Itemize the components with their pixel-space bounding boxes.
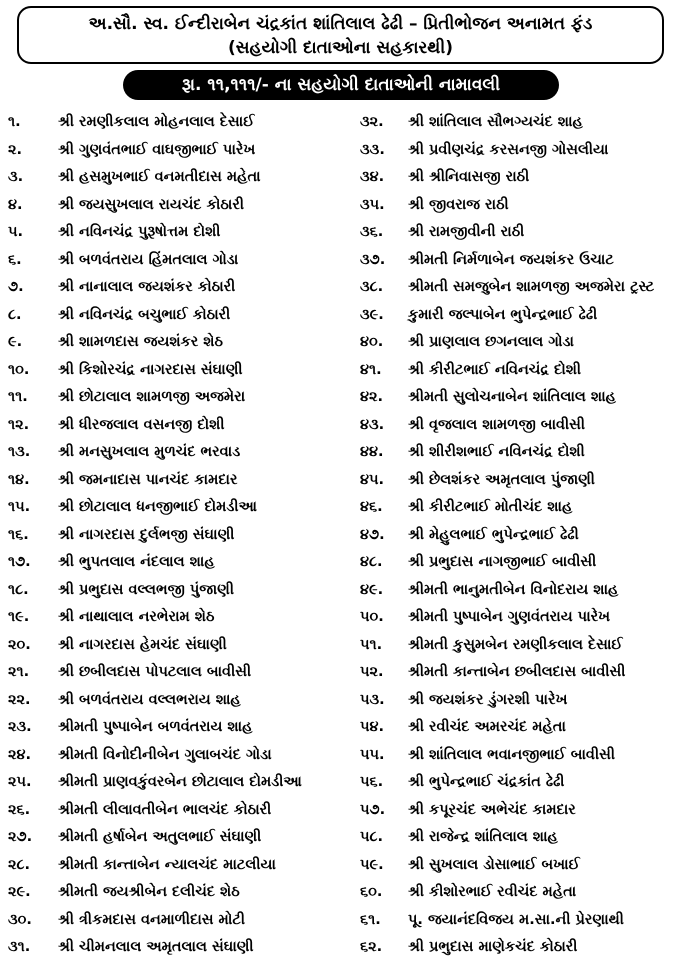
donor-row — [0, 219, 340, 247]
donor-row — [0, 412, 340, 440]
donor-number: ૪૧. — [360, 361, 382, 378]
donor-number: ૧. — [8, 114, 21, 130]
donor-row — [0, 109, 340, 137]
donor-name: શ્રી પ્રભુદાસ વલ્લભજી પુંજાણી — [58, 581, 234, 598]
donor-name: શ્રીમતી હર્ષાબેન અતુલભાઈ સંઘાણી — [58, 829, 262, 845]
donor-number: ૨૯. — [8, 884, 31, 900]
donor-row — [340, 357, 681, 385]
donor-row — [0, 494, 340, 522]
donor-row — [340, 412, 681, 440]
donor-name: શ્રી પ્રભુદાસ માણેકચંદ કોઠારી — [408, 939, 578, 955]
donor-number: ૩૩. — [360, 141, 385, 158]
donor-row — [340, 797, 681, 825]
donor-list-left — [0, 109, 340, 962]
donor-number: ૩૮. — [360, 279, 384, 295]
donor-name: શ્રીમતી પુષ્પાબેન ગુણવંતરાય પારેખ — [408, 609, 611, 625]
donor-number: ૨. — [8, 141, 23, 158]
donor-number: ૧૪. — [8, 471, 30, 488]
donor-name: શ્રી પ્રભુદાસ નાગજીભાઈ બાવીસી — [408, 554, 597, 570]
title-box — [17, 6, 664, 64]
donor-row — [340, 687, 681, 715]
donor-name: શ્રી વૃજલાલ શામળજી બાવીસી — [408, 416, 586, 433]
donor-name: શ્રી નાનાલાલ જયશંકર કોઠારી — [58, 279, 236, 295]
donor-number: ૪૪. — [360, 444, 384, 460]
donor-number: ૨૭. — [8, 829, 33, 845]
donor-number: ૩. — [8, 169, 24, 185]
donor-number: ૪૨. — [360, 389, 384, 405]
donor-name: શ્રી શાંતિલાલ સૌભગ્યચંદ શાહ — [408, 114, 583, 130]
donor-name: શ્રી જમનાદાસ પાનચંદ કામદાર — [58, 471, 238, 488]
donor-number: ૩૨. — [360, 114, 384, 130]
donor-row — [340, 577, 681, 605]
donor-name: શ્રીમતી લીલાવતીબેન ભાલચંદ કોઠારી — [58, 801, 272, 818]
donor-number: ૧૬. — [8, 526, 29, 543]
donor-number: ૨૬. — [8, 801, 31, 818]
donor-row — [0, 439, 340, 467]
donor-number: ૪૦. — [360, 334, 384, 350]
donor-number: ૩૬. — [360, 224, 384, 240]
donor-name: શ્રીમતી સમજુબેન શામળજી અજમેરા ટ્રસ્ટ — [408, 279, 655, 295]
donor-row — [340, 907, 681, 935]
donor-row — [0, 522, 340, 550]
donor-row — [340, 109, 681, 137]
donor-row — [0, 659, 340, 687]
donor-number: ૬. — [8, 251, 22, 268]
donor-number: ૩૫. — [360, 196, 385, 213]
donor-number: ૪૫. — [360, 471, 385, 488]
donor-row — [340, 549, 681, 577]
donor-row — [0, 769, 340, 797]
donor-name: શ્રી રવીચંદ અમરચંદ મહેતા — [408, 719, 566, 735]
page-subtitle: (સહયોગી દાતાઓના સહકારથી) — [228, 38, 453, 58]
donor-name: શ્રી રામજીવીની રાઠી — [408, 224, 525, 240]
donor-name: શ્રી મનસુખલાલ મુળચંદ ભરવાડ — [58, 444, 241, 460]
donor-number: ૫૭. — [360, 801, 386, 818]
donor-row — [0, 907, 340, 935]
donor-name: શ્રીમતી કાન્તાબેન ન્યાલચંદ માટલીયા — [58, 856, 276, 873]
donor-row — [340, 522, 681, 550]
donor-number: ૧૯. — [8, 609, 30, 625]
donor-number: ૩૪. — [360, 169, 385, 185]
donor-number: ૩૧. — [8, 939, 31, 955]
donor-name: શ્રી પ્રાણલાલ છગનલાલ ગોડા — [408, 334, 574, 350]
donor-row — [340, 824, 681, 852]
donor-row — [0, 824, 340, 852]
donor-name: શ્રી ત્રીકમદાસ વનમાળીદાસ મોટી — [58, 911, 245, 928]
donor-name: શ્રી નાથાલાલ નરભેરામ શેઠ — [58, 609, 215, 625]
donor-number: ૧૫. — [8, 499, 31, 515]
donor-name: શ્રી શ્રીનિવાસજી રાઠી — [408, 169, 530, 185]
donor-row — [0, 687, 340, 715]
donor-row — [0, 742, 340, 770]
donor-row — [0, 797, 340, 825]
donor-number: ૫૨. — [360, 664, 384, 680]
donor-row — [0, 879, 340, 907]
donor-number: ૨૪. — [8, 746, 32, 763]
donor-number: ૭. — [8, 279, 24, 295]
donor-number: ૬૧. — [360, 911, 381, 928]
donor-name: શ્રી બળવંતરાય વલ્લભરાય શાહ — [58, 691, 241, 708]
donor-number: ૨૩. — [8, 719, 32, 735]
donor-name: શ્રી નવિનચંદ્ર પુરૂષોત્તમ દોશી — [58, 224, 221, 240]
donor-row — [340, 247, 681, 275]
donor-row — [340, 604, 681, 632]
donor-row — [0, 137, 340, 165]
donor-number: ૧૨. — [8, 416, 30, 433]
donor-name: શ્રી જીવરાજ રાઠી — [408, 196, 509, 213]
donor-name: શ્રી જયશંકર ડુંગરશી પારેખ — [408, 691, 568, 708]
donor-number: ૫૬. — [360, 774, 384, 790]
donor-number: ૧૦. — [8, 361, 30, 378]
donor-row — [0, 357, 340, 385]
donor-number: ૧૧. — [8, 389, 28, 405]
donor-row — [340, 192, 681, 220]
donor-row — [0, 934, 340, 962]
donor-row — [0, 577, 340, 605]
donor-number: ૨૨. — [8, 691, 31, 708]
donor-number: ૨૮. — [8, 856, 30, 873]
donor-row — [340, 274, 681, 302]
donor-name: શ્રી બળવંતરાય હિંમતલાલ ગોડા — [58, 251, 239, 268]
donor-name: શ્રી ચીમનલાલ અમૃતલાલ સંઘાણી — [58, 939, 254, 955]
donor-number: ૬૦. — [360, 884, 383, 900]
donor-name: શ્રી પ્રવીણચંદ્ર કરસનજી ગોસલીયા — [408, 141, 609, 158]
donor-row — [0, 274, 340, 302]
donor-row — [340, 852, 681, 880]
donor-row — [0, 852, 340, 880]
donor-name: શ્રીમતી વિનોદીનીબેન ગુલાબચંદ ગોડા — [58, 746, 272, 763]
donor-number: ૨૫. — [8, 774, 32, 790]
donor-row — [0, 467, 340, 495]
donor-name: શ્રી કીશોરભાઈ રવીચંદ મહેતા — [408, 884, 577, 900]
donor-name: કુમારી જલ્પાબેન ભુપેન્દ્રભાઈ ઢેઢી — [408, 306, 598, 323]
donor-name: પૂ. જયાનંદવિજય મ.સા.ની પ્રેરણાથી — [408, 911, 624, 928]
donor-row — [0, 384, 340, 412]
donor-name: શ્રી જયસુખલાલ રાયચંદ કોઠારી — [58, 196, 244, 213]
donor-name: શ્રી કીરીટભાઈ નવિનચંદ્ર દોશી — [408, 361, 582, 378]
donor-name: શ્રીમતી ભાનુમતીબેન વિનોદરાય શાહ — [408, 581, 619, 598]
donor-name: શ્રીમતી સુલોચનાબેન શાંતિલાલ શાહ — [408, 389, 616, 405]
donor-number: ૫૧. — [360, 636, 383, 653]
donor-number: ૪૯. — [360, 581, 384, 598]
donor-name: શ્રી મેહુલભાઈ ભુપેન્દ્રભાઈ ઢેઢી — [408, 526, 579, 543]
donor-number: ૪૮. — [360, 554, 383, 570]
donor-number: ૬૨. — [360, 939, 383, 955]
donor-row — [0, 632, 340, 660]
donor-row — [0, 247, 340, 275]
donor-number: ૨૦. — [8, 636, 31, 653]
donor-row — [0, 549, 340, 577]
page-title: અ.સૌ. સ્વ. ઈન્દીરાબેન ચંદ્રકાંત શાંતિલાલ ઢેઢી – પ્રિતીભોજન અનામત ફંડ — [88, 14, 593, 34]
donor-name: શ્રી છોટાલાલ ધનજીભાઈ દોમડીઆ — [58, 499, 257, 515]
donor-name: શ્રી શીરીશભાઈ નવિનચંદ્ર દોશી — [408, 444, 585, 460]
donor-name: શ્રી કપૂરચંદ અભેચંદ કામદાર — [408, 801, 576, 818]
donor-row — [340, 439, 681, 467]
donor-row — [340, 879, 681, 907]
donor-name: શ્રીમતી કુસુમબેન રમણીકલાલ દેસાઈ — [408, 636, 623, 653]
donor-name: શ્રીમતી જયશ્રીબેન દલીચંદ શેઠ — [58, 884, 240, 900]
donor-row — [0, 302, 340, 330]
donor-row — [0, 714, 340, 742]
donor-list-right — [340, 109, 681, 962]
donor-row — [340, 384, 681, 412]
donor-name: શ્રી કીરીટભાઈ મોતીચંદ શાહ — [408, 499, 573, 515]
donor-name: શ્રી હસમુખભાઈ વનમતીદાસ મહેતા — [58, 169, 261, 185]
donor-row — [340, 302, 681, 330]
donor-row — [340, 714, 681, 742]
donor-name: શ્રીમતી કાન્તાબેન છબીલદાસ બાવીસી — [408, 664, 626, 680]
donor-row — [340, 742, 681, 770]
donor-row — [340, 329, 681, 357]
donor-number: ૪૭. — [360, 526, 385, 543]
donor-name: શ્રીમતી નિર્મળાબેન જયશંકર ઉચાટ — [408, 251, 614, 268]
donor-row — [340, 934, 681, 962]
donor-name: શ્રી ગુણવંતભાઈ વાઘજીભાઈ પારેખ — [58, 141, 256, 158]
donor-number: ૮. — [8, 306, 22, 323]
donor-name: શ્રીમતી પ્રાણવકુંવરબેન છોટાલાલ દોમડીઆ — [58, 774, 302, 790]
donor-row — [340, 494, 681, 522]
donor-name: શ્રી શાંતિલાલ ભવાનજીભાઈ બાવીસી — [408, 746, 616, 763]
donor-number: ૩૭. — [360, 251, 386, 268]
donor-row — [0, 164, 340, 192]
donor-number: ૪. — [8, 196, 23, 213]
donor-name: શ્રી સુખલાલ ડોસાભાઈ બખાઈ — [408, 856, 580, 873]
section-banner: રૂા. ૧૧,૧૧૧/- ના સહયોગી દાતાઓની નામાવલી — [123, 70, 559, 100]
donor-number: ૧૮. — [8, 581, 29, 598]
donor-name: શ્રી નાગરદાસ દુર્લભજી સંઘાણી — [58, 526, 235, 543]
donor-name: શ્રી રમણીકલાલ મોહનલાલ દેસાઈ — [58, 114, 255, 130]
donor-row — [340, 659, 681, 687]
donor-row — [340, 164, 681, 192]
donor-row — [340, 769, 681, 797]
donor-row — [0, 604, 340, 632]
donor-name: શ્રી છોટાલાલ શામળજી અજમેરા — [58, 389, 246, 405]
donor-name: શ્રી રાજેન્દ્ર શાંતિલાલ શાહ — [408, 829, 558, 845]
donor-name: શ્રી ધીરજલાલ વસનજી દોશી — [58, 416, 225, 433]
donor-name: શ્રી છેલશંકર અમૃતલાલ પુંજાણી — [408, 471, 595, 488]
donor-name: શ્રી શામળદાસ જયશંકર શેઠ — [58, 334, 223, 350]
donor-number: ૫૦. — [360, 609, 384, 625]
donor-row — [340, 467, 681, 495]
donor-number: ૩૯. — [360, 306, 384, 323]
donor-row — [0, 192, 340, 220]
donor-number: ૩૦. — [8, 911, 32, 928]
donor-number: ૧૭. — [8, 554, 31, 570]
donor-name: શ્રીમતી પુષ્પાબેન બળવંતરાય શાહ — [58, 719, 253, 735]
donor-number: ૨૧. — [8, 664, 30, 680]
donor-number: ૫. — [8, 224, 24, 240]
donor-row — [340, 137, 681, 165]
donor-name: શ્રી નાગરદાસ હેમચંદ સંઘાણી — [58, 636, 227, 653]
donor-number: ૪૬. — [360, 499, 383, 515]
donor-row — [340, 632, 681, 660]
donor-number: ૪૩. — [360, 416, 385, 433]
donor-number: ૫૮. — [360, 829, 384, 845]
donor-name: શ્રી નવિનચંદ્ર બચુભાઈ કોઠારી — [58, 306, 231, 323]
donor-row — [340, 219, 681, 247]
donor-number: ૫૯. — [360, 856, 384, 873]
donor-number: ૫૫. — [360, 746, 385, 763]
donor-number: ૫૪. — [360, 719, 385, 735]
donor-name: શ્રી ભુપેન્દ્રભાઈ ચંદ્રકાંત ઢેઢી — [408, 774, 565, 790]
donor-number: ૧૩. — [8, 444, 31, 460]
donor-name: શ્રી ભુપતલાલ નંદલાલ શાહ — [58, 554, 215, 570]
donor-name: શ્રી છબીલદાસ પોપટલાલ બાવીસી — [58, 664, 252, 680]
donor-name: શ્રી કિશોરચંદ્ર નાગરદાસ સંઘાણી — [58, 361, 243, 378]
donor-number: ૯. — [8, 334, 23, 350]
donor-number: ૫૩. — [360, 691, 385, 708]
donor-row — [0, 329, 340, 357]
